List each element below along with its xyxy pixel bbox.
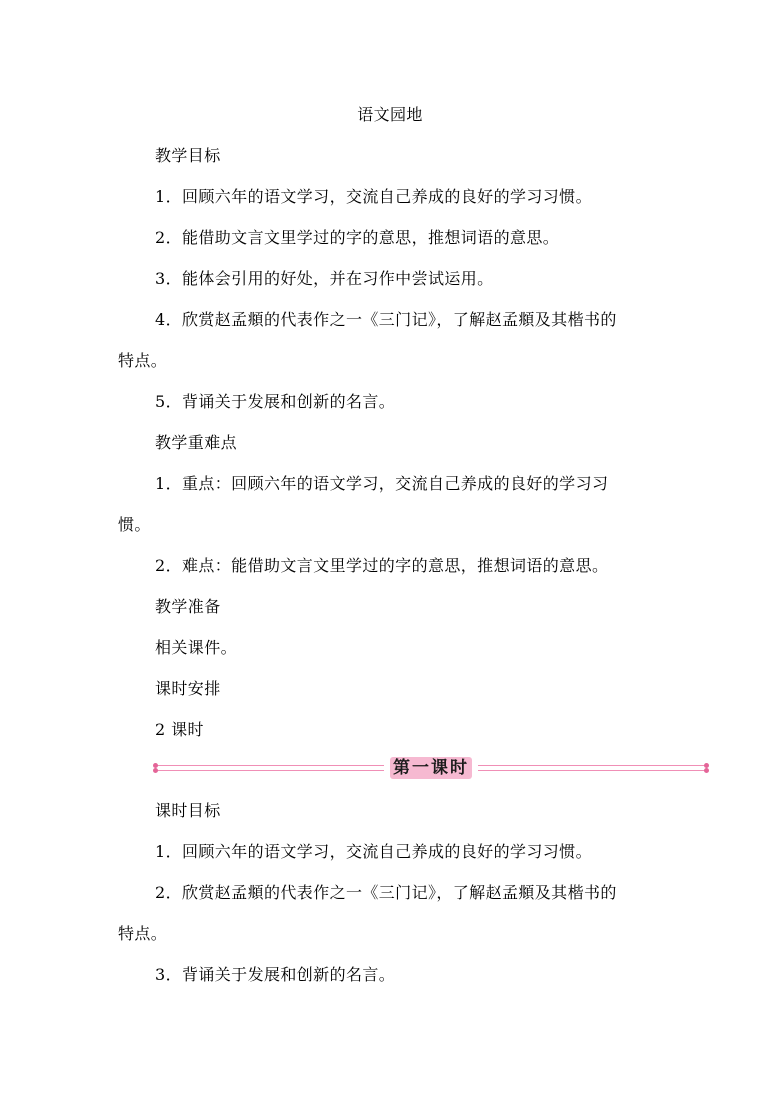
lesson-banner: 第一课时 bbox=[390, 757, 472, 779]
lesson-goals-heading: 课时目标 bbox=[155, 801, 221, 820]
goal-item-4-continued: 特点。 bbox=[118, 351, 168, 370]
preparation-text: 相关课件。 bbox=[155, 638, 238, 657]
lesson-goal-2-continued: 特点。 bbox=[118, 924, 168, 943]
schedule-heading: 课时安排 bbox=[155, 679, 221, 698]
goal-item-2: 2．能借助文言文里学过的字的意思，推想词语的意思。 bbox=[155, 228, 560, 247]
divider-dot-icon bbox=[704, 768, 709, 773]
preparation-heading: 教学准备 bbox=[155, 597, 221, 616]
key-point-1-continued: 惯。 bbox=[118, 515, 151, 534]
lesson-goal-2: 2．欣赏赵孟頫的代表作之一《三门记》，了解赵孟頫及其楷书的 bbox=[155, 883, 617, 902]
goal-item-1: 1．回顾六年的语文学习，交流自己养成的良好的学习习惯。 bbox=[155, 187, 592, 206]
goals-heading: 教学目标 bbox=[155, 146, 221, 165]
lesson-goal-3: 3．背诵关于发展和创新的名言。 bbox=[155, 965, 396, 984]
goal-item-3: 3．能体会引用的好处，并在习作中尝试运用。 bbox=[155, 269, 494, 288]
lesson-banner-box bbox=[384, 756, 478, 780]
lesson-goal-1: 1．回顾六年的语文学习，交流自己养成的良好的学习习惯。 bbox=[155, 842, 592, 861]
divider-dot-icon bbox=[153, 768, 158, 773]
schedule-text: 2 课时 bbox=[155, 720, 204, 739]
goal-item-4: 4．欣赏赵孟頫的代表作之一《三门记》，了解赵孟頫及其楷书的 bbox=[155, 310, 617, 329]
page-title: 语文园地 bbox=[357, 105, 423, 124]
key-points-heading: 教学重难点 bbox=[155, 433, 238, 452]
lesson-divider bbox=[155, 756, 707, 780]
key-point-1: 1．重点：回顾六年的语文学习，交流自己养成的良好的学习习 bbox=[155, 474, 609, 493]
key-point-2: 2．难点：能借助文言文里学过的字的意思，推想词语的意思。 bbox=[155, 556, 609, 575]
goal-item-5: 5．背诵关于发展和创新的名言。 bbox=[155, 392, 396, 411]
